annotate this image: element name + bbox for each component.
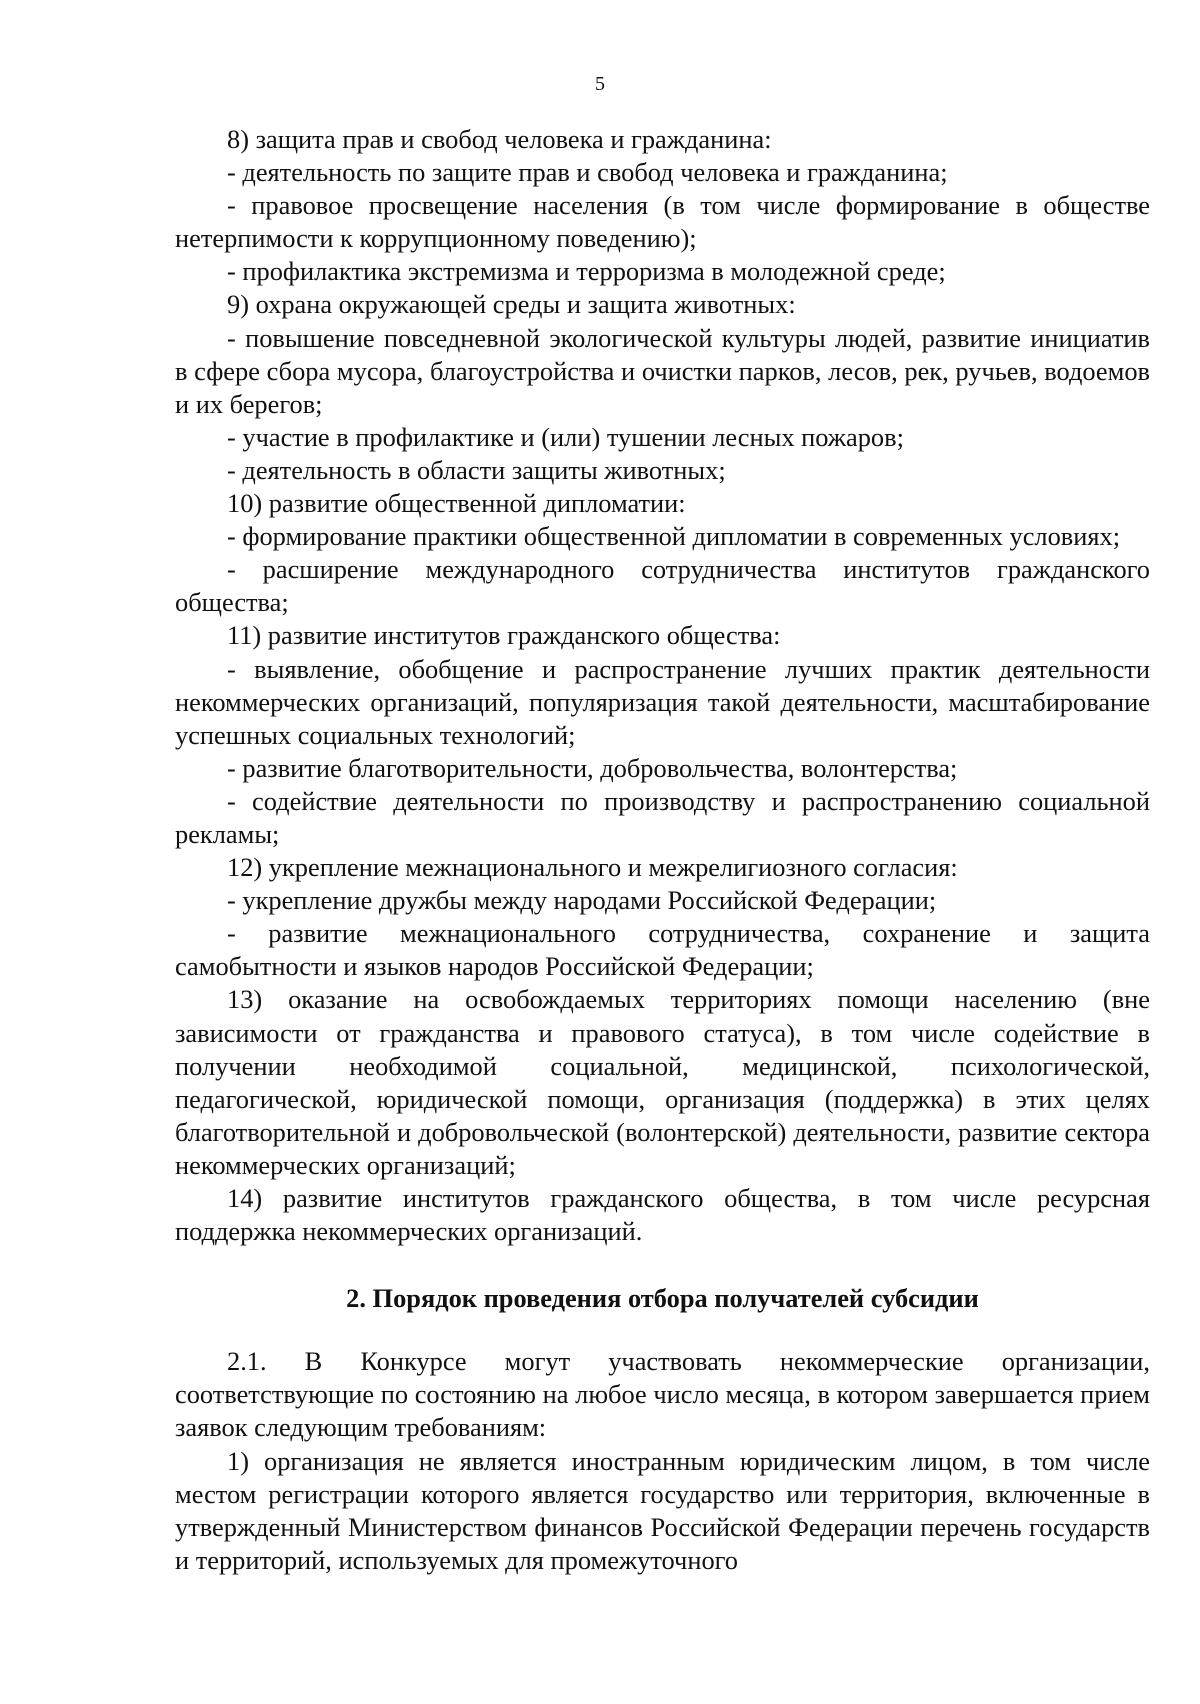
- paragraph: - развитие межнационального сотрудничества, сохранение и защита самобытности и языков народов Российской Федерации;: [175, 918, 1150, 982]
- paragraph: 10) развитие общественной дипломатии:: [227, 488, 686, 519]
- paragraph: - профилактика экстремизма и терроризма в молодежной среде;: [227, 256, 946, 287]
- page-number: 5: [595, 73, 605, 95]
- paragraph: - правовое просвещение населения (в том числе формирование в обществе нетерпимости к коррупционному поведению);: [175, 190, 1150, 254]
- paragraph: - деятельность по защите прав и свобод человека и гражданина;: [227, 157, 948, 188]
- section-heading: 2. Порядок проведения отбора получателей субсидии: [346, 1283, 979, 1314]
- paragraph: - формирование практики общественной дипломатии в современных условиях;: [227, 521, 1121, 552]
- paragraph: 2.1. В Конкурсе могут участвовать некоммерческие организации, соответствующие по состоянию на любое число месяца, в котором завершается прием заявок следующим требованиям:: [175, 1346, 1150, 1443]
- paragraph: - участие в профилактике и (или) тушении лесных пожаров;: [227, 421, 904, 452]
- document-body: [175, 123, 1150, 1577]
- paragraph: 11) развитие институтов гражданского общества:: [227, 620, 781, 651]
- paragraph: 8) защита прав и свобод человека и гражданина:: [227, 124, 772, 154]
- paragraph: 12) укрепление межнационального и межрелигиозного согласия:: [227, 852, 958, 883]
- paragraph: - расширение международного сотрудничества институтов гражданского общества;: [175, 554, 1150, 618]
- paragraph: - укрепление дружбы между народами Российской Федерации;: [227, 885, 937, 916]
- paragraph: - развитие благотворительности, добровольчества, волонтерства;: [227, 752, 958, 783]
- paragraph: 9) охрана окружающей среды и защита животных:: [227, 289, 796, 320]
- paragraph: - выявление, обобщение и распространение лучших практик деятельности некоммерческих организаций, популяризация такой деятельности, масштабирование успешных социальных технологий;: [175, 653, 1150, 750]
- paragraph: 13) оказание на освобождаемых территориях помощи населению (вне зависимости от гражданства и правового статуса), в том числе содействие в получении необходимой социальной, медицинской, психологической, педагогической, юридической помощи, организация (поддержка) в этих целях благотворительной и добровольческой (волонтерской) деятельности, развитие сектора некоммерческих организаций;: [175, 984, 1150, 1180]
- paragraph: - деятельность в области защиты животных;: [227, 454, 726, 485]
- paragraph: 1) организация не является иностранным юридическим лицом, в том числе местом регистрации которого является государство или территория, включенные в утвержденный Министерством финансов Российской Федерации перечень государств и территорий, используемых для промежуточного: [175, 1445, 1150, 1575]
- paragraph: 14) развитие институтов гражданского общества, в том числе ресурсная поддержка некоммерческих организаций.: [175, 1183, 1150, 1247]
- paragraph: - содействие деятельности по производству и распространению социальной рекламы;: [175, 785, 1150, 849]
- paragraph: - повышение повседневной экологической культуры людей, развитие инициатив в сфере сбора мусора, благоустройства и очистки парков, лесов, рек, ручьев, водоемов и их берегов;: [175, 322, 1150, 419]
